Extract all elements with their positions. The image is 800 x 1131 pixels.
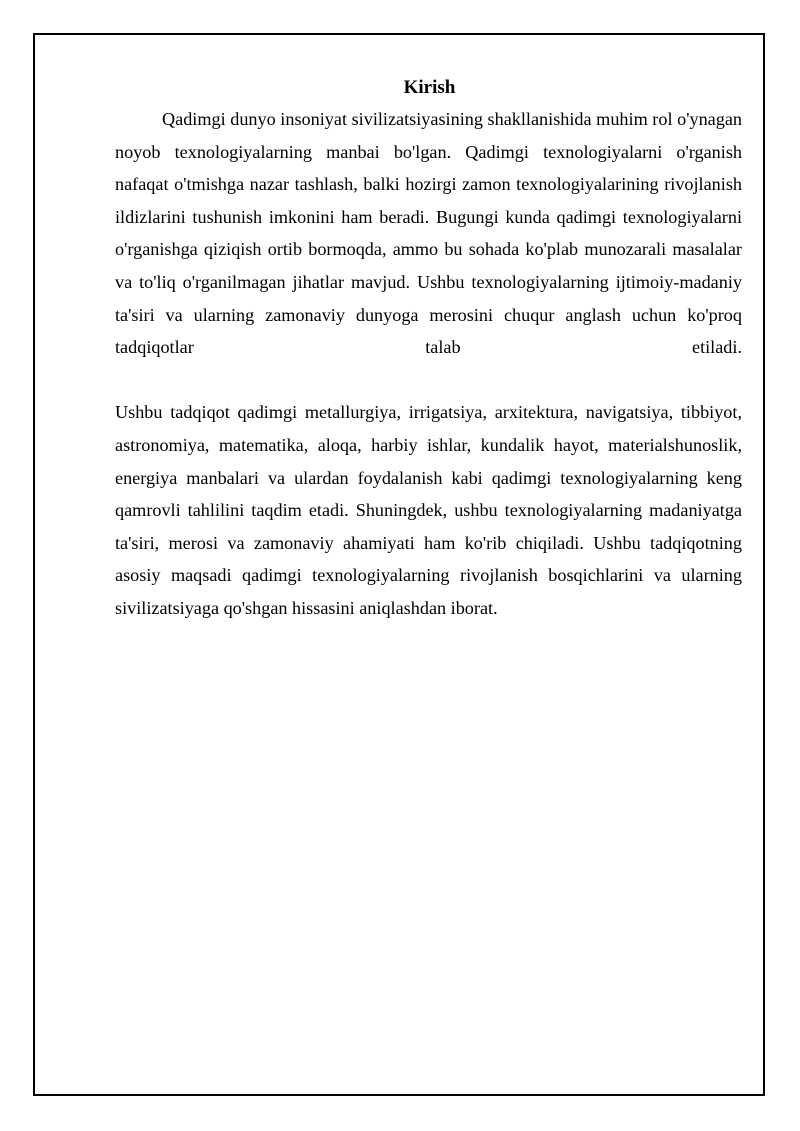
document-body xyxy=(115,73,742,625)
paragraph-intro: Qadimgi dunyo insoniyat sivilizatsiyasining shakllanishida muhim rol o'ynagan noyob texnologiyalarning manbai bo'lgan. Qadimgi texnologiyalarni o'rganish nafaqat o'tmishga nazar tashlash, balki hozirgi zamon texnologiyalarining rivojlanish ildizlarini tushunish imkonini ham beradi. Bugungi kunda qadimgi texnologiyalarni o'rganishga qiziqish ortib bormoqda, ammo bu sohada ko'plab munozarali masalalar va to'liq o'rganilmagan jihatlar mavjud. Ushbu texnologiyalarning ijtimoiy-madaniy ta'siri va ularning zamonaviy dunyoga merosini chuqur anglash uchun ko'proq tadqiqotlar talab etiladi. xyxy=(115,109,742,358)
document-title: Kirish xyxy=(403,77,456,98)
paragraph-gap xyxy=(115,364,742,397)
paragraph-scope: Ushbu tadqiqot qadimgi metallurgiya, irrigatsiya, arxitektura, navigatsiya, tibbiyot, astronomiya, matematika, aloqa, harbiy ishlar, kundalik hayot, materialshunoslik, energiya manbalari va ulardan foydalanish kabi qadimgi texnologiyalarning keng qamrovli tahlilini taqdim etadi. Shuningdek, ushbu texnologiyalarning madaniyatga ta'siri, merosi va zamonaviy ahamiyati ham ko'rib chiqiladi. Ushbu tadqiqotning asosiy maqsadi qadimgi texnologiyalarning rivojlanish bosqichlarini va ularning sivilizatsiyaga qo'shgan hissasini aniqlashdan iborat. xyxy=(115,402,742,618)
